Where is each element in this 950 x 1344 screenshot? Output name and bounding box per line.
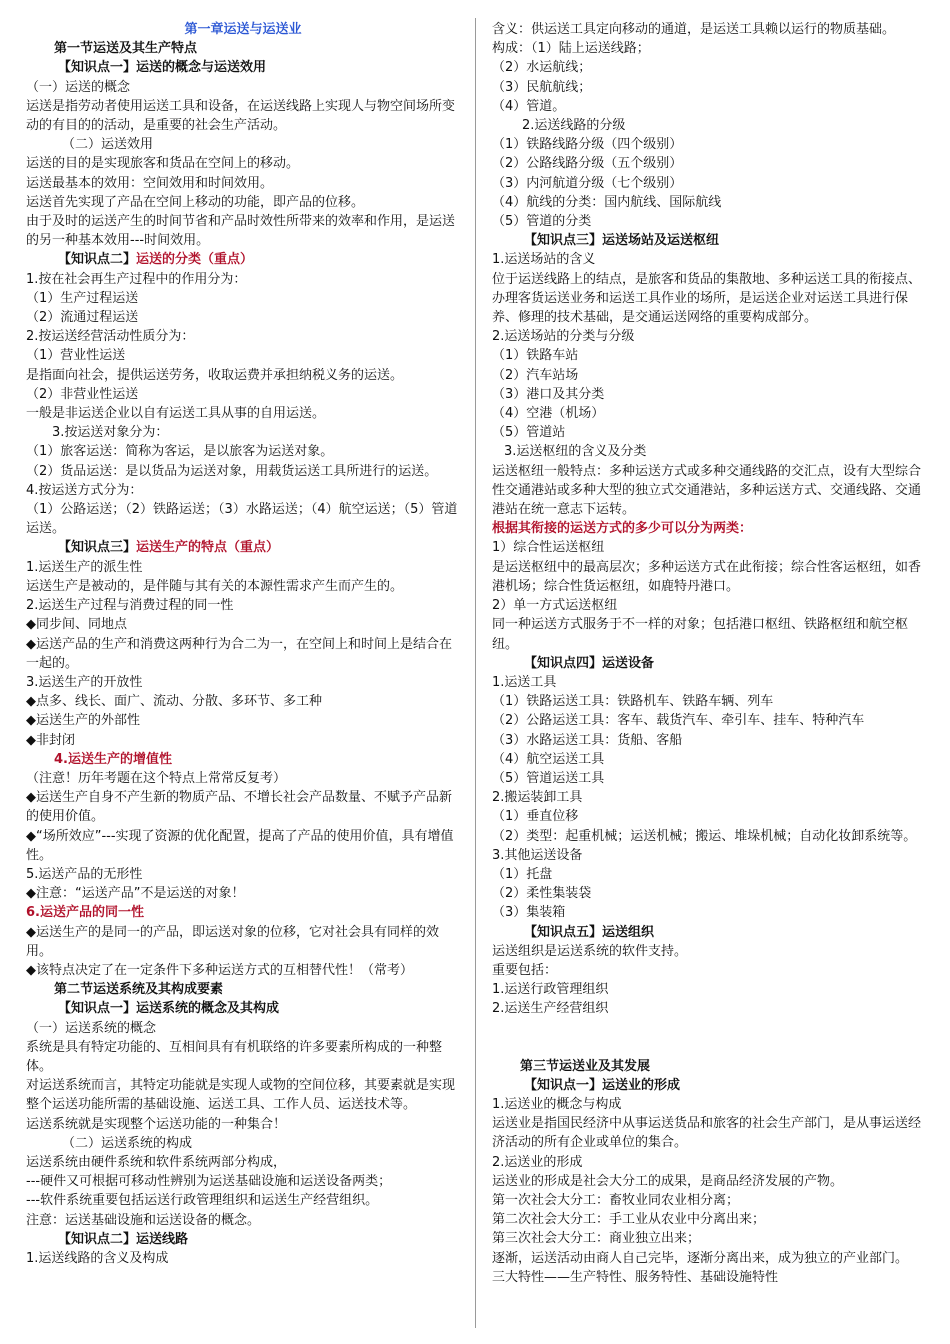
- line-text: （1）营业性运送: [26, 348, 126, 364]
- text-line: [492, 385, 928, 404]
- text-line: [26, 769, 460, 788]
- line-text: 1.运送生产的派生性: [26, 559, 143, 575]
- text-line: [26, 346, 460, 365]
- line-text: 位于运送线路上的结点，是旅客和货品的集散地、多种运送工具的衔接点、办理客货运送业务和运送工具作业的场所，是运送企业对运送工具进行保养、修理的技术基础，是交通运送网络的重要构成部分。: [492, 271, 922, 326]
- text-line: [26, 615, 460, 634]
- text-line: [26, 1115, 460, 1134]
- text-line: [26, 903, 460, 922]
- line-text: ◆运送生产的是同一的产品，即运送对象的位移，它对社会具有同样的效用。: [26, 924, 439, 959]
- section-heading: [26, 58, 460, 77]
- text-line: [492, 1114, 928, 1152]
- text-line: [26, 327, 460, 346]
- line-text: （2）货品运送：是以货品为运送对象，用载货运送工具所进行的运送。: [26, 463, 438, 479]
- line-text: 【知识点一】运送系统的概念及其构成: [58, 1001, 280, 1017]
- text-line: [26, 154, 460, 173]
- text-line: [492, 846, 928, 865]
- text-line: [26, 1134, 460, 1153]
- text-line: [26, 711, 460, 730]
- text-line: [26, 961, 460, 980]
- line-text: 4.按运送方式分为：: [26, 482, 143, 498]
- text-line: [26, 1172, 460, 1191]
- text-line: [26, 462, 460, 481]
- line-text: 【知识点二】: [58, 252, 137, 268]
- line-text: 第一次社会大分工：畜牧业同农业相分离；: [492, 1192, 740, 1208]
- line-text: ◆点多、线长、面广、流动、分散、多环节、多工种: [26, 694, 322, 710]
- line-text: 1.运送行政管理组织: [492, 982, 609, 998]
- section-heading: [492, 1076, 928, 1095]
- line-text: 构成：（1）陆上运送线路；: [492, 41, 650, 57]
- text-line: [492, 596, 928, 615]
- text-line: [492, 827, 928, 846]
- text-line: [492, 961, 928, 980]
- text-line: [492, 865, 928, 884]
- text-line: [492, 1249, 928, 1268]
- blank-line: [492, 1038, 928, 1057]
- line-text: 运送的目的是实现旅客和货品在空间上的移动。: [26, 156, 300, 172]
- text-line: [492, 615, 928, 653]
- line-text: 运送枢纽一般特点：多种运送方式或多种交通线路的交汇点，设有大型综合性交通港站或多种大型的独立式交通港站，多种运送方式、交通线路、交通港站在统一意志下运转。: [492, 463, 922, 518]
- text-line: [26, 1076, 460, 1114]
- line-text: （一）运送系统的概念: [26, 1020, 157, 1036]
- text-line: [492, 404, 928, 423]
- line-text: （5）管道的分类: [492, 214, 592, 230]
- section-heading: [26, 20, 460, 39]
- blank-line: [492, 1019, 928, 1038]
- line-text: 运送最基本的效用：空间效用和时间效用。: [26, 175, 274, 191]
- line-text: 2.运送生产过程与消费过程的同一性: [26, 598, 234, 614]
- text-line: [492, 1229, 928, 1248]
- text-line: [492, 366, 928, 385]
- line-text: （二）运送效用: [62, 137, 154, 153]
- line-text: ◆运送生产自身不产生新的物质产品、不增长社会产品数量、不赋予产品新的使用价值。: [26, 790, 452, 825]
- text-line: [492, 1153, 928, 1172]
- text-line: [26, 884, 460, 903]
- line-text: 运送系统就是实现整个运送功能的一种集合！: [26, 1116, 287, 1132]
- line-text: 【知识点一】运送业的形成: [524, 1077, 681, 1093]
- text-line: [26, 827, 460, 865]
- line-text: ---软件系统重要包括运送行政管理组织和运送生产经营组织。: [26, 1193, 379, 1209]
- line-text: （5）管道站: [492, 425, 566, 441]
- line-text: 【知识点四】运送设备: [524, 655, 655, 671]
- line-text: 第二次社会大分工：手工业从农业中分离出来；: [492, 1212, 766, 1228]
- line-text: 运送业是指国民经济中从事运送货品和旅客的社会生产部门，是从事运送经济活动的所有企业或单位的集合。: [492, 1116, 922, 1151]
- line-text: 1.运送工具: [492, 674, 557, 690]
- section-heading: [26, 39, 460, 58]
- line-text: 1.运送场站的含义: [492, 252, 596, 268]
- text-line: [492, 423, 928, 442]
- line-text: （1）生产过程运送: [26, 290, 139, 306]
- section-heading: [26, 980, 460, 999]
- line-text: 3.其他运送设备: [492, 847, 583, 863]
- text-line: [492, 1095, 928, 1114]
- line-text: 运送业的形成是社会大分工的成果，是商品经济发展的产物。: [492, 1173, 844, 1189]
- line-text: ◆注意：“运送产品”不是运送的对象！: [26, 886, 245, 902]
- text-line: [26, 193, 460, 212]
- text-line: [492, 39, 928, 58]
- text-line: [26, 174, 460, 193]
- text-line: [492, 270, 928, 328]
- text-line: [26, 1249, 460, 1268]
- text-line: [26, 635, 460, 673]
- line-text: （4）航线的分类：国内航线、国际航线: [492, 194, 722, 210]
- text-line: [492, 1210, 928, 1229]
- line-text: 1.运送业的概念与构成: [492, 1096, 622, 1112]
- line-text: 2.运送业的形成: [492, 1154, 583, 1170]
- text-line: [26, 673, 460, 692]
- line-text: 第三节运送业及其发展: [520, 1058, 651, 1074]
- text-line: [26, 289, 460, 308]
- line-text: （4）管道。: [492, 98, 566, 114]
- line-text: 含义：供运送工具定向移动的通道，是运送工具赖以运行的物质基础。: [492, 22, 896, 37]
- line-text: 注意：运送基础设施和运送设备的概念。: [26, 1212, 261, 1228]
- line-text: （1）铁路运送工具：铁路机车、铁路车辆、列车: [492, 694, 774, 710]
- line-text: 5.运送产品的无形性: [26, 866, 143, 882]
- text-line: [492, 884, 928, 903]
- line-text: 【知识点二】运送线路: [58, 1231, 189, 1247]
- text-line: [26, 731, 460, 750]
- highlight-text: 运送生产的特点（重点）: [136, 540, 280, 556]
- line-text: （注意！历年考题在这个特点上常常反复考）: [26, 770, 287, 786]
- text-line: [492, 442, 928, 461]
- line-text: （2）公路线路分级（五个级别）: [492, 156, 683, 172]
- text-line: [26, 442, 460, 461]
- text-line: [492, 538, 928, 557]
- line-text: 【知识点三】运送场站及运送枢纽: [524, 233, 720, 249]
- text-line: [492, 769, 928, 788]
- line-text: 运送首先实现了产品在空间上移动的功能，即产品的位移。: [26, 194, 365, 210]
- text-line: [492, 78, 928, 97]
- line-text: （3）内河航道分级（七个级别）: [492, 175, 683, 191]
- line-text: 4.运送生产的增值性: [54, 751, 172, 767]
- line-text: 第三次社会大分工：商业独立出来；: [492, 1231, 701, 1247]
- line-text: 第一节运送及其生产特点: [54, 41, 198, 57]
- line-text: 2.搬运装卸工具: [492, 790, 583, 806]
- right-column: [492, 20, 928, 1287]
- text-line: [492, 154, 928, 173]
- line-text: （2）公路运送工具：客车、载货汽车、牵引车、挂车、特种汽车: [492, 713, 865, 729]
- text-line: [26, 1211, 460, 1230]
- text-line: [492, 807, 928, 826]
- text-line: [492, 212, 928, 231]
- text-line: [492, 731, 928, 750]
- line-text: 【知识点一】运送的概念与运送效用: [58, 60, 267, 76]
- line-text: 系统是具有特定功能的、互相间具有有机联络的许多要素所构成的一种整体。: [26, 1039, 443, 1074]
- text-line: [492, 193, 928, 212]
- text-line: [26, 481, 460, 500]
- line-text: 第一章运送与运送业: [184, 22, 302, 37]
- text-line: [26, 385, 460, 404]
- text-line: [492, 558, 928, 596]
- line-text: 是运送枢纽中的最高层次；多种运送方式在此衔接；综合性客运枢纽，如香港机场；综合性货运枢纽，如鹿特丹港口。: [492, 559, 922, 594]
- line-text: ◆“场所效应”---实现了资源的优化配置，提高了产品的使用价值，具有增值性。: [26, 828, 454, 863]
- text-line: [26, 1019, 460, 1038]
- line-text: （2）汽车站场: [492, 367, 579, 383]
- highlight-text: 运送的分类（重点）: [136, 252, 254, 268]
- line-text: ---硬件又可根据可移动性辨别为运送基础设施和运送设备两类；: [26, 1174, 392, 1190]
- line-text: 2.运送线路的分级: [522, 118, 626, 134]
- line-text: 2.运送场站的分类与分级: [492, 329, 635, 345]
- text-line: [492, 462, 928, 520]
- text-line: [492, 999, 928, 1018]
- column-divider: [475, 18, 476, 1328]
- line-text: （1）铁路线路分级（四个级别）: [492, 137, 683, 153]
- text-line: [26, 1153, 460, 1172]
- line-text: （3）集装箱: [492, 905, 566, 921]
- line-text: 3.运送生产的开放性: [26, 674, 143, 690]
- text-line: [26, 423, 460, 442]
- section-heading: [26, 1230, 460, 1249]
- text-line: [492, 692, 928, 711]
- line-text: （5）管道运送工具: [492, 770, 605, 786]
- line-text: 1.运送线路的含义及构成: [26, 1251, 169, 1266]
- line-text: （一）运送的概念: [26, 79, 131, 95]
- line-text: （3）水路运送工具：货船、客船: [492, 732, 683, 748]
- text-line: [492, 788, 928, 807]
- section-heading: [26, 250, 460, 269]
- line-text: 对运送系统而言，其特定功能就是实现人或物的空间位移，其要素就是实现整个运送功能所需的基础设施、运送工具、工作人员、运送技术等。: [26, 1078, 456, 1113]
- line-text: （1）垂直位移: [492, 809, 579, 825]
- text-line: [26, 558, 460, 577]
- text-line: [492, 519, 928, 538]
- line-text: 3.按运送对象分为：: [52, 425, 169, 441]
- text-line: [492, 174, 928, 193]
- section-heading: [492, 1057, 928, 1076]
- text-line: [26, 78, 460, 97]
- line-text: 由于及时的运送产生的时间节省和产品时效性所带来的效率和作用，是运送的另一种基本效用---时间效用。: [26, 214, 456, 249]
- text-line: [492, 346, 928, 365]
- text-line: [26, 692, 460, 711]
- line-text: （2）类型：起重机械；运送机械；搬运、堆垛机械；自动化妆卸系统等。: [492, 828, 917, 844]
- left-column: [26, 20, 460, 1268]
- text-line: [492, 116, 928, 135]
- text-line: [26, 308, 460, 327]
- line-text: 重要包括：: [492, 962, 558, 978]
- line-text: （2）柔性集装袋: [492, 886, 592, 902]
- text-line: [26, 366, 460, 385]
- text-line: [492, 1191, 928, 1210]
- text-line: [26, 1038, 460, 1076]
- text-line: [26, 596, 460, 615]
- section-heading: [492, 923, 928, 942]
- line-text: （二）运送系统的构成: [62, 1135, 193, 1151]
- text-line: [26, 923, 460, 961]
- text-line: [26, 1191, 460, 1210]
- text-line: [26, 788, 460, 826]
- line-text: （3）港口及其分类: [492, 386, 605, 402]
- text-line: [26, 750, 460, 769]
- text-line: [492, 58, 928, 77]
- line-text: 三大特性——生产特性、服务特性、基础设施特性: [492, 1269, 779, 1285]
- line-text: （3）民航航线；: [492, 79, 592, 95]
- line-text: 运送生产是被动的，是伴随与其有关的本源性需求产生而产生的。: [26, 578, 404, 594]
- line-text: 逐渐，运送活动由商人自己完毕，逐渐分离出来，成为独立的产业部门。: [492, 1250, 909, 1266]
- line-text: ◆同步间、同地点: [26, 617, 127, 633]
- line-text: （1）公路运送；（2）铁路运送；（3）水路运送；（4）航空运送；（5）管道运送。: [26, 502, 458, 537]
- line-text: 运送组织是运送系统的软件支持。: [492, 943, 688, 959]
- line-text: 6.运送产品的同一性: [26, 905, 144, 921]
- line-text: （1）托盘: [492, 866, 553, 882]
- text-line: [492, 1268, 928, 1287]
- text-line: [26, 577, 460, 596]
- line-text: 2.运送生产经营组织: [492, 1001, 609, 1017]
- text-line: [492, 250, 928, 269]
- line-text: 根据其衔接的运送方式的多少可以分为两类：: [492, 521, 753, 537]
- text-line: [492, 1172, 928, 1191]
- text-line: [492, 327, 928, 346]
- line-text: （4）空港（机场）: [492, 406, 605, 422]
- line-text: 一般是非运送企业以自有运送工具从事的自用运送。: [26, 406, 326, 422]
- line-text: 2）单一方式运送枢纽: [492, 598, 618, 614]
- text-line: [492, 980, 928, 999]
- text-line: [26, 404, 460, 423]
- text-line: [492, 903, 928, 922]
- line-text: 运送是指劳动者使用运送工具和设备，在运送线路上实现人与物空间场所变动的有目的的活动，是重要的社会生产活动。: [26, 98, 456, 134]
- text-line: [26, 212, 460, 250]
- line-text: 【知识点三】: [58, 540, 137, 556]
- line-text: 【知识点五】运送组织: [524, 924, 655, 940]
- line-text: （1）铁路车站: [492, 348, 579, 364]
- text-line: [492, 750, 928, 769]
- line-text: 1.按在社会再生产过程中的作用分为：: [26, 271, 247, 287]
- line-text: 是指面向社会，提供运送劳务，收取运费并承担纳税义务的运送。: [26, 367, 404, 383]
- text-line: [492, 673, 928, 692]
- line-text: ◆非封闭: [26, 732, 75, 748]
- line-text: （2）流通过程运送: [26, 310, 139, 326]
- text-line: [492, 711, 928, 730]
- text-line: [26, 500, 460, 538]
- section-heading: [492, 654, 928, 673]
- line-text: ◆运送产品的生产和消费这两种行为合二为一，在空间上和时间上是结合在一起的。: [26, 636, 452, 671]
- line-text: 同一种运送方式服务于不一样的对象；包括港口枢纽、铁路枢纽和航空枢纽。: [492, 617, 909, 652]
- line-text: ◆该特点决定了在一定条件下多种运送方式的互相替代性！（常考）: [26, 962, 413, 978]
- section-heading: [492, 231, 928, 250]
- text-line: [26, 865, 460, 884]
- text-line: [492, 942, 928, 961]
- text-line: [492, 97, 928, 116]
- line-text: （1）旅客运送：简称为客运，是以旅客为运送对象。: [26, 444, 334, 460]
- text-line: [492, 20, 928, 39]
- line-text: 第二节运送系统及其构成要素: [54, 982, 224, 998]
- line-text: 运送系统由硬件系统和软件系统两部分构成，: [26, 1154, 287, 1170]
- section-heading: [26, 999, 460, 1018]
- line-text: （4）航空运送工具: [492, 751, 605, 767]
- line-text: 3.运送枢纽的含义及分类: [504, 444, 647, 460]
- text-line: [492, 135, 928, 154]
- line-text: 2.按运送经营活动性质分为：: [26, 329, 195, 345]
- text-line: [26, 97, 460, 135]
- line-text: ◆运送生产的外部性: [26, 713, 140, 729]
- text-line: [26, 135, 460, 154]
- line-text: （2）水运航线；: [492, 60, 592, 76]
- line-text: 1）综合性运送枢纽: [492, 540, 605, 556]
- text-line: [26, 270, 460, 289]
- section-heading: [26, 538, 460, 557]
- line-text: （2）非营业性运送: [26, 386, 139, 402]
